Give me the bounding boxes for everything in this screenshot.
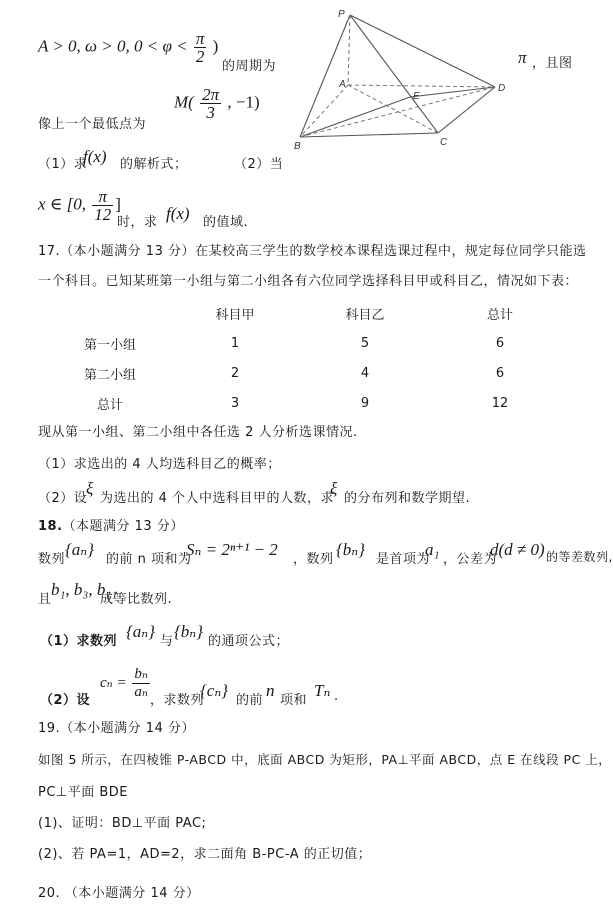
p19-line2: PC⊥平面 BDE: [38, 785, 129, 800]
table-cell: 第一小组: [83, 337, 136, 353]
edge-bd: [300, 87, 495, 137]
p16-frac2-num: 2π: [202, 85, 220, 104]
p18-common-diff: ，公差为: [443, 552, 498, 567]
p16-frac-num: π: [195, 29, 205, 48]
p17-q1: （1）求选出的 4 人均选科目乙的概率；: [38, 457, 281, 472]
p18-number: 18.: [38, 519, 63, 534]
edge-pc: [350, 15, 438, 133]
p18-seq-label: 数列: [38, 552, 66, 567]
p18-q2-tail-a: 的前: [236, 693, 264, 708]
p18-q1-label: （1）求数列: [40, 634, 118, 649]
edge-ac: [348, 85, 438, 133]
vertex-b: B: [294, 141, 301, 152]
p16-part2-mid: 时，求: [117, 215, 158, 230]
p18-cn-eq: cₙ =: [100, 674, 127, 691]
vertex-c: C: [440, 137, 448, 148]
p18-bn-set: {bₙ}: [336, 540, 365, 559]
edge-be: [300, 97, 410, 137]
p16-bracket-close: ]: [115, 194, 121, 214]
p17-q2-a: （2）设: [38, 491, 88, 506]
p16-x-in: x ∈ [0,: [38, 194, 86, 214]
p18-d-cond: d(d ≠ 0): [490, 540, 545, 559]
p17-header: 17.（本小题满分 13 分）在某校高三学生的数学校本课程选课过程中，规定每位同学只能选: [38, 244, 587, 259]
table-cell: 9: [360, 395, 370, 411]
table-header-row: [40, 298, 560, 328]
p18-bn-set2: {bₙ}: [174, 622, 203, 641]
edge-pa: [348, 15, 350, 85]
p18-front-n: 的前 n 项和为: [106, 552, 192, 567]
p18-an-set2: {aₙ}: [126, 622, 155, 641]
p16-close-paren: ): [212, 36, 219, 56]
p16-pi-over-12: [92, 188, 113, 223]
p18-period: .: [334, 689, 339, 704]
p18-n-var: n: [266, 681, 275, 700]
p16-pi-symbol: π: [518, 48, 527, 67]
p18-q2-label: （2）设: [40, 693, 91, 708]
pyramid-figure: [290, 5, 515, 155]
p16-part1-tail: 的解析式；: [120, 157, 188, 172]
p18-arith: [546, 548, 613, 565]
p17-line2: 一个科目。已知某班第一小组与第二小组各有六位同学选择科目甲或科目乙，情况如下表：: [38, 274, 579, 289]
p17-xi-2: ξ: [330, 479, 338, 498]
edge-pd: [350, 15, 495, 87]
p16-frac2-den: 3: [206, 103, 215, 122]
vertex-p: P: [338, 9, 345, 20]
table-cell: 2: [230, 365, 240, 381]
p16-and-text: ，且图: [532, 56, 573, 71]
table-row: [40, 328, 560, 358]
table-row: [40, 388, 560, 418]
p17-after-table: 现从第一小组、第二小组中各任选 2 人分析选课情况.: [38, 425, 358, 440]
p18-seq-label2: ，数列: [293, 552, 334, 567]
p18-sn-formula: Sₙ = 2ⁿ⁺¹ − 2: [186, 540, 278, 559]
p19-line1: 如图 5 所示，在四棱锥 P-ABCD 中，底面 ABCD 为矩形，PA⊥平面 ABCD，点 E 在线段 PC 上，: [38, 752, 612, 767]
p16-m-point: [174, 86, 260, 121]
p16-pi-over-2: [194, 30, 207, 65]
p16-min-point-text: 像上一个最低点为: [38, 117, 147, 132]
vertex-e: E: [413, 91, 420, 102]
p17-table: [40, 298, 560, 418]
p16-part2-interval: [38, 188, 121, 223]
p16-part2-label: （2）当: [234, 157, 284, 172]
p18-and-word: 与: [160, 634, 174, 649]
table-header-cell: 科目乙: [345, 307, 385, 323]
vertex-a: A: [339, 79, 346, 90]
p17-q2-c: 的分布列和数学期望.: [344, 491, 471, 506]
edge-pb: [300, 15, 350, 137]
p18-an-set: {aₙ}: [65, 540, 94, 559]
p17-xi-1: ξ: [86, 479, 94, 498]
p18-b-terms: b₁, b₃, b₁₁: [51, 580, 118, 599]
p18-q2-tail-b: 项和: [280, 693, 308, 708]
p18-tn: Tₙ: [314, 681, 331, 700]
p16-minus-one: , −1): [227, 92, 260, 112]
table-cell: 第二小组: [83, 367, 136, 383]
table-cell: 1: [230, 335, 240, 351]
table-cell: 12: [491, 395, 509, 411]
table-cell: 5: [360, 335, 370, 351]
p18-header-text: （本题满分 13 分）: [62, 519, 184, 534]
p16-part1-label: （1）求: [38, 157, 88, 172]
p16-part1-fx: f(x): [83, 147, 107, 166]
p18-bn-over-an: [132, 666, 150, 701]
p16-2pi-over-3: [200, 86, 221, 121]
p16-frac3-num: π: [92, 188, 113, 206]
p16-part2-tail: 的值域.: [203, 215, 249, 230]
edge-ad: [348, 85, 495, 87]
p18-cn-def: [100, 666, 152, 701]
table-cell: 4: [360, 365, 370, 381]
table-cell: 6: [495, 365, 505, 381]
p18-a1: a₁: [425, 540, 440, 559]
p16-frac-den: 2: [195, 47, 205, 66]
p18-header: [38, 515, 184, 534]
p20-header: 20. （本小题满分 14 分）: [38, 886, 200, 901]
edge-ab: [300, 85, 348, 137]
p18-arith-text: 的等差数列,: [546, 550, 613, 564]
table-row: [40, 358, 560, 388]
p16-period-text: 的周期为: [222, 59, 277, 74]
table-header-cell: [40, 298, 180, 328]
p17-q2-b: 为选出的 4 个人中选科目甲的人数，求: [100, 491, 335, 506]
p18-first-term: 是首项为: [376, 552, 431, 567]
p16-condition: [38, 30, 218, 65]
table-header-cell: 科目甲: [215, 307, 255, 323]
table-cell: 6: [495, 335, 505, 351]
p18-frac-num: bₙ: [134, 666, 148, 682]
table-header-cell: 总计: [486, 307, 513, 323]
p18-and-label: 且: [38, 592, 52, 607]
p18-q2-mid: ，求数列: [150, 693, 205, 708]
p18-frac-den: aₙ: [134, 684, 148, 700]
p19-header: 19.（本小题满分 14 分）: [38, 721, 195, 736]
p16-m-label: M(: [174, 92, 194, 112]
vertex-d: D: [498, 83, 506, 94]
p19-q2: (2)、若 PA=1，AD=2，求二面角 B-PC-A 的正切值；: [38, 847, 372, 862]
p16-part2-fx: f(x): [166, 204, 190, 223]
p16-frac3-den: 12: [94, 205, 112, 224]
p18-cn-set: {cₙ}: [200, 681, 229, 700]
p18-geo: 成等比数列.: [100, 592, 173, 607]
p18-general: 的通项公式；: [208, 634, 290, 649]
table-cell: 3: [230, 395, 240, 411]
p19-q1: (1)、证明：BD⊥平面 PAC;: [38, 816, 207, 831]
edge-ed: [410, 87, 495, 97]
edge-bc: [300, 133, 438, 137]
table-cell: 总计: [96, 397, 123, 413]
p16-condition-math: A > 0, ω > 0, 0 < φ <: [38, 36, 188, 56]
